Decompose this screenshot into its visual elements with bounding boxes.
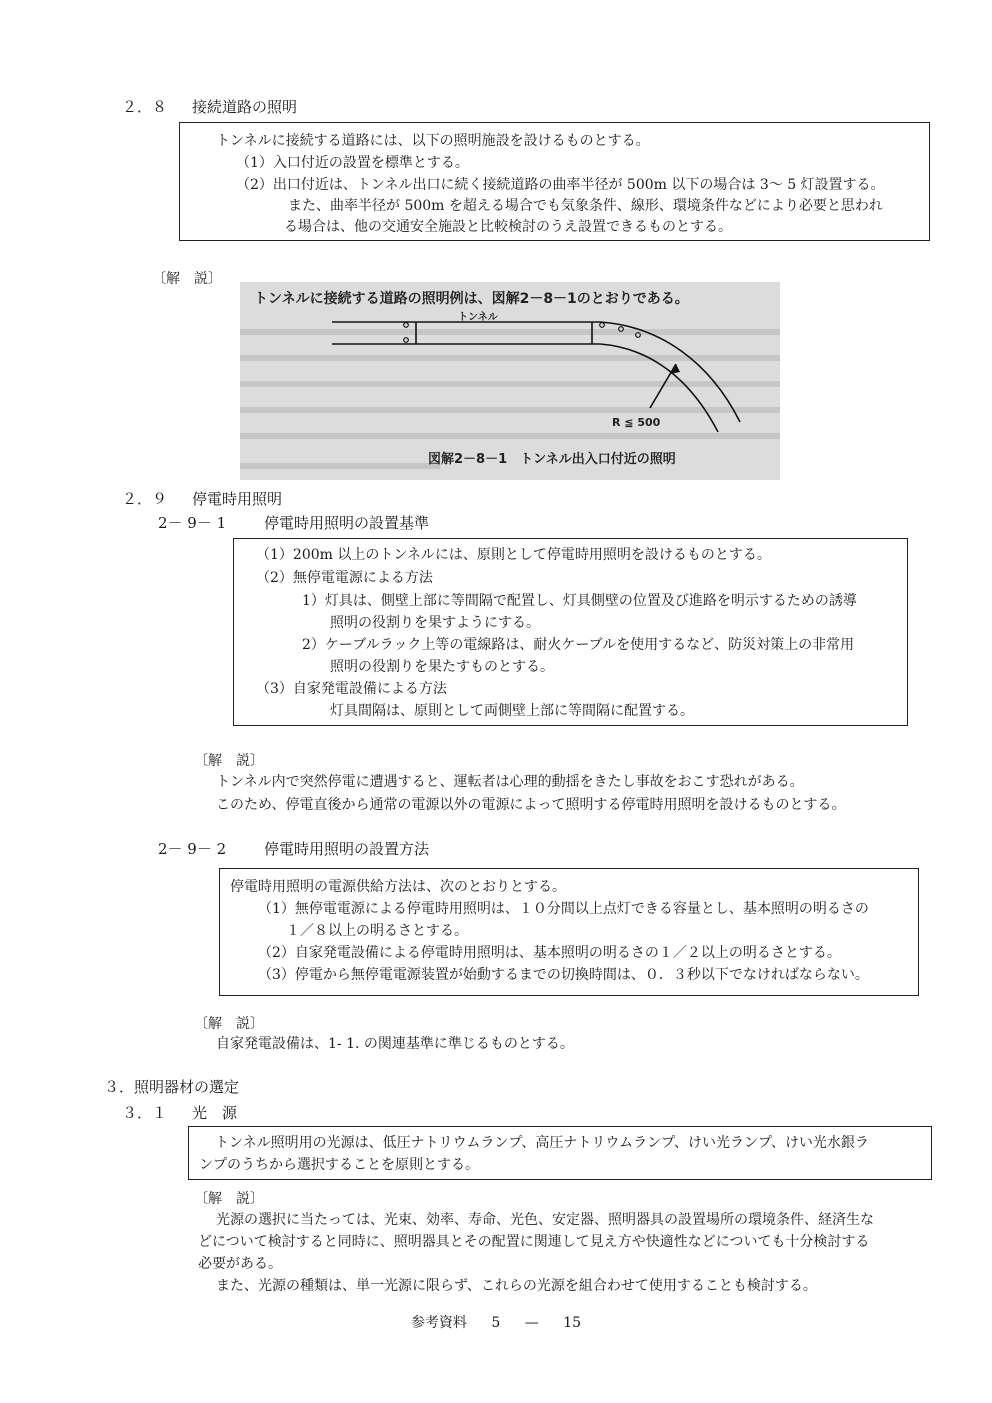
box-line: （2）無停電電源による方法 [256, 570, 433, 586]
footer-page-number: 15 [563, 1315, 582, 1331]
box-line: １／８以上の明るさとする。 [286, 923, 468, 939]
requirement-box-3-1 [188, 1126, 932, 1180]
box-line: トンネル照明用の光源は、低圧ナトリウムランプ、高圧ナトリウムランプ、けい光ランプ、けい光水銀ラ [215, 1135, 869, 1151]
box-line: （2）出口付近は、トンネル出口に続く接続道路の曲率半径が 500m 以下の場合は 3～ 5 灯設置する。 [236, 177, 885, 193]
box-line: 2）ケーブルラック上等の電線路は、耐火ケーブルを使用するなど、防災対策上の非常用 [302, 637, 855, 653]
commentary-label: 〔解 説〕 [194, 753, 264, 769]
commentary-text: 光源の選択に当たっては、光束、効率、寿命、光色、安定器、照明器具の設置場所の環境条件、経済生な [216, 1212, 874, 1228]
figure-caption: 図解2－8－1 トンネル出入口付近の照明 [428, 452, 676, 467]
box-line: （1）無停電電源による停電時用照明は、１０分間以上点灯できる容量とし、基本照明の明るさの [258, 901, 869, 917]
box-line: 灯具間隔は、原則として両側壁上部に等間隔に配置する。 [330, 703, 694, 719]
box-line: （1）200m 以上のトンネルには、原則として停電時用照明を設けるものとする。 [256, 547, 771, 563]
box-line: 照明の役割りを果たすものとする。 [330, 659, 554, 675]
commentary-label: 〔解 説〕 [152, 271, 222, 287]
radius-label: R ≦ 500 [612, 416, 661, 429]
commentary-text: 必要がある。 [198, 1256, 282, 1272]
footer-label: 参考資料 [410, 1315, 467, 1331]
commentary-label: 〔解 説〕 [194, 1016, 264, 1032]
section-title-3-1: 光 源 [192, 1104, 238, 1122]
requirement-box-2-9-2 [219, 868, 919, 996]
box-line: ンプのうちから選択することを原則とする。 [199, 1157, 479, 1173]
figure-tunnel-entrance-exit [240, 282, 780, 480]
box-line: トンネルに接続する道路には、以下の照明施設を設けるものとする。 [216, 133, 650, 149]
section-number-2-8: ２．８ [122, 98, 168, 116]
subsection-number-2-9-1: 2－ 9－ 1 [158, 514, 227, 532]
section-number-2-9: ２．９ [122, 490, 168, 508]
requirement-box-2-8 [179, 122, 930, 241]
requirement-box-2-9-1 [233, 538, 908, 726]
box-line: また、曲率半径が 500m を超える場合でも気象条件、線形、環境条件などにより必要と思われ [288, 198, 883, 214]
commentary-text: このため、停電直後から通常の電源以外の電源によって照明する停電時用照明を設けるものとする。 [216, 797, 846, 813]
box-line: （1）入口付近の設置を標準とする。 [236, 155, 469, 171]
tunnel-label: トンネル [458, 312, 498, 323]
box-line: （3）停電から無停電電源装置が始動するまでの切換時間は、０．３秒以下でなければならない。 [258, 967, 869, 983]
footer-dash: — [524, 1315, 539, 1331]
box-line: （2）自家発電設備による停電時用照明は、基本照明の明るさの１／２以上の明るさとする。 [258, 945, 841, 961]
subsection-number-2-9-2: 2－ 9－ 2 [158, 840, 227, 858]
subsection-title-2-9-1: 停電時用照明の設置基準 [264, 514, 430, 532]
box-line: （3）自家発電設備による方法 [256, 681, 447, 697]
commentary-text: 自家発電設備は、1- 1. の関連基準に準じるものとする。 [216, 1036, 574, 1052]
commentary-label: 〔解 説〕 [194, 1191, 264, 1207]
section-title-2-8: 接続道路の照明 [192, 98, 298, 116]
subsection-title-2-9-2: 停電時用照明の設置方法 [264, 840, 430, 858]
commentary-text: また、光源の種類は、単一光源に限らず、これらの光源を組合わせて使用することも検討する。 [216, 1278, 817, 1294]
box-line: 照明の役割りを果すようにする。 [330, 615, 540, 631]
section-title-2-9: 停電時用照明 [192, 490, 283, 508]
commentary-text: トンネル内で突然停電に遭遇すると、運転者は心理的動揺をきたし事故をおこす恐れがある。 [216, 774, 804, 790]
figure-intro: トンネルに接続する道路の照明例は、図解2－8－1のとおりである。 [254, 291, 689, 307]
chapter-heading-3: ３．照明器材の選定 [104, 1078, 240, 1096]
page-footer [0, 1312, 992, 1332]
footer-chapter: 5 [491, 1315, 501, 1331]
box-line: 停電時用照明の電源供給方法は、次のとおりとする。 [230, 879, 566, 895]
box-line: る場合は、他の交通安全施設と比較検討のうえ設置できるものとする。 [284, 219, 732, 235]
section-number-3-1: ３．１ [122, 1104, 168, 1122]
commentary-text: どについて検討すると同時に、照明器具とその配置に関連して見え方や快適性などについても十分検討する [198, 1234, 870, 1250]
box-line: 1）灯具は、側壁上部に等間隔で配置し、灯具側壁の位置及び進路を明示するための誘導 [302, 593, 857, 609]
